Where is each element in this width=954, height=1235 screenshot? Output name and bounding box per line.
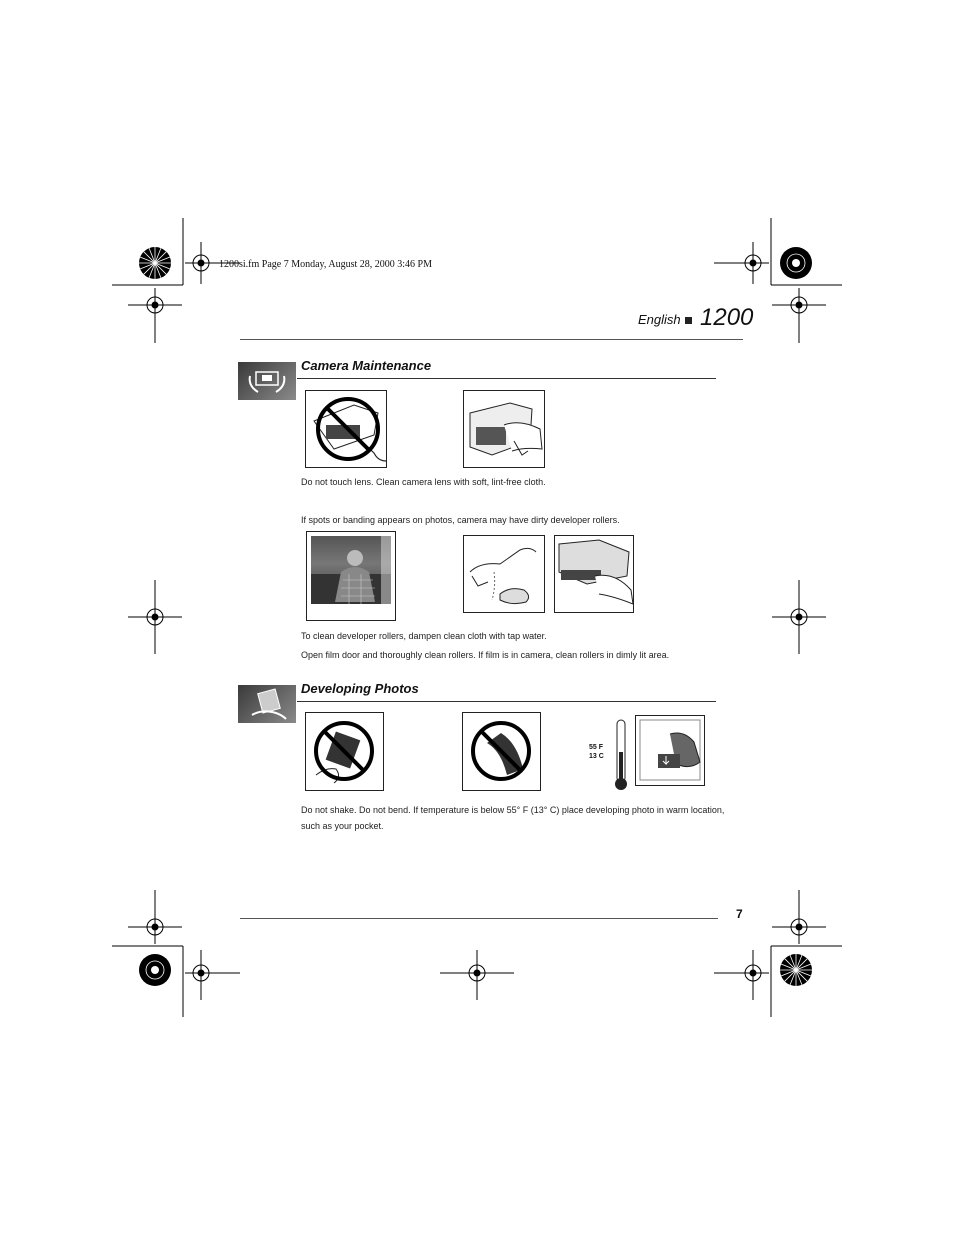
dampen-cloth-illustration	[463, 535, 545, 613]
language-label: English	[638, 312, 681, 327]
clean-rollers-illustration	[554, 535, 634, 613]
photo-in-hand-icon	[238, 685, 296, 723]
section-title-camera-maintenance: Camera Maintenance	[301, 358, 432, 373]
thermometer-illustration	[585, 718, 631, 794]
clean-lens-illustration	[463, 390, 545, 468]
page-header	[600, 304, 754, 336]
caption-open-film-door: Open film door and thoroughly clean rollers. If film is in camera, clean rollers in dimly lit area.	[301, 650, 670, 660]
section-rule	[297, 378, 716, 379]
do-not-bend-illustration	[462, 712, 541, 791]
camera-hands-icon	[238, 362, 296, 400]
caption-lens: Do not touch lens. Clean camera lens with soft, lint-free cloth.	[301, 477, 546, 487]
caption-dampen-cloth: To clean developer rollers, dampen clean cloth with tap water.	[301, 631, 547, 641]
file-slug-line: 1200si.fm Page 7 Monday, August 28, 2000 3:46 PM	[219, 259, 432, 270]
header-rule	[240, 339, 743, 340]
banded-photo-example	[306, 531, 396, 621]
photo-in-pocket-illustration	[635, 715, 705, 786]
square-bullet-icon	[685, 317, 692, 324]
caption-developing-1: Do not shake. Do not bend. If temperature is below 55° F (13° C) place developing photo in warm location,	[301, 805, 725, 815]
caption-rollers-warning: If spots or banding appears on photos, camera may have dirty developer rollers.	[301, 515, 620, 525]
model-number: 1200	[700, 304, 754, 331]
do-not-shake-illustration	[305, 712, 384, 791]
footer-rule	[240, 918, 718, 919]
caption-developing-2: such as your pocket.	[301, 821, 384, 831]
temperature-celsius: 13 C	[589, 753, 604, 760]
section-rule	[297, 701, 716, 702]
page-number: 7	[736, 907, 743, 921]
temperature-fahrenheit: 55 F	[589, 744, 604, 751]
no-touch-lens-illustration	[305, 390, 387, 468]
section-title-developing-photos: Developing Photos	[301, 681, 419, 696]
